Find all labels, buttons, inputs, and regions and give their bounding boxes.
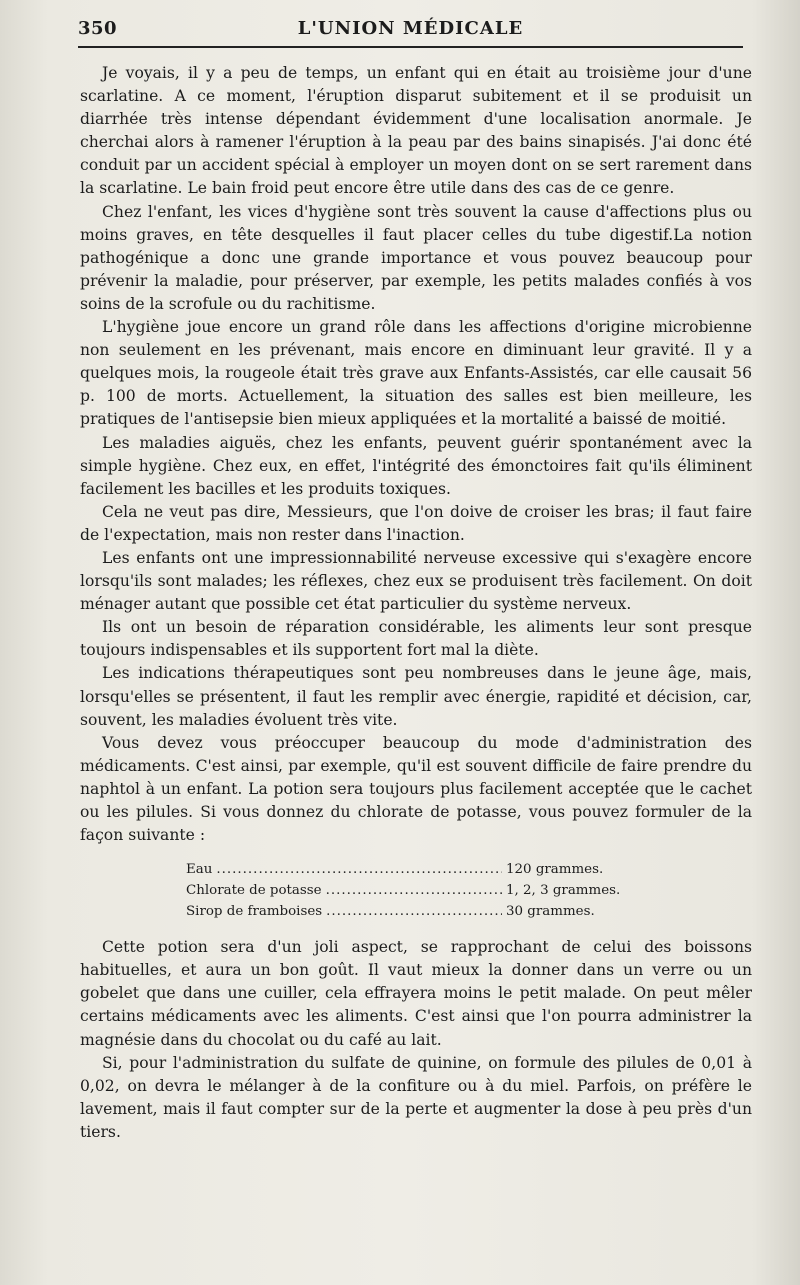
page-body (80, 62, 752, 1144)
formula-ingredient: Chlorate de potasse (186, 883, 322, 899)
formula-quantity: 120 grammes. (506, 862, 604, 878)
formula-quantity: 1, 2, 3 grammes. (506, 883, 621, 899)
header-rule (78, 46, 743, 48)
formula-row (186, 901, 656, 922)
dot-leader (326, 880, 502, 901)
prescription-formula (186, 859, 656, 922)
paragraph: Si, pour l'administration du sulfate de quinine, on formule des pilules de 0,01 à 0,02, on devra le mélanger à de la confiture ou à du miel. Parfois, on préfère le lavement, mais il faut compter sur de la perte et augmenter la dose à peu près d'un tiers. (80, 1053, 752, 1141)
formula-ingredient: Eau (186, 862, 213, 878)
page-header (78, 14, 743, 44)
paragraph: Les indications thérapeutiques sont peu nombreuses dans le jeune âge, mais, lorsqu'elles se présentent, il faut les remplir avec énergie, rapidité et décision, car, souvent, les maladies évoluent très vite. (80, 664, 752, 729)
paragraph: Les maladies aiguës, chez les enfants, peuvent guérir spontanément avec la simple hygiène. Chez eux, en effet, l'intégrité des émonctoires fait qu'ils éliminent facilement les bacilles et les produits toxiques. (80, 433, 752, 498)
paragraph: Je voyais, il y a peu de temps, un enfant qui en était au troisième jour d'une scarlatine. A ce moment, l'éruption disparut subitement et il se produisit un diarrhée très intense dépendant évidemment d'une localisation anormale. Je cherchai alors à ramener l'éruption à la peau par des bains sinapisés. J'ai donc été conduit par un accident spécial à employer un moyen dont on se sert rarement dans la scarlatine. Le bain froid peut encore être utile dans des cas de ce genre. (80, 64, 752, 198)
page-number: 350 (78, 18, 118, 39)
paragraph: Ils ont un besoin de réparation considérable, les aliments leur sont presque toujours indispensables et ils supportent fort mal la diète. (80, 618, 752, 660)
paragraph: L'hygiène joue encore un grand rôle dans les affections d'origine microbienne non seulement en les prévenant, mais encore en diminuant leur gravité. Il y a quelques mois, la rougeole était très grave aux Enfants-Assistés, car elle causait 56 p. 100 de morts. Actuellement, la situation des salles est bien meilleure, les pratiques de l'antisepsie bien mieux appliquées et la mortalité a baissé de moitié. (80, 318, 752, 429)
formula-row (186, 880, 656, 901)
paragraph: Cette potion sera d'un joli aspect, se rapprochant de celui des boissons habituelles, et aura un bon goût. Il vaut mieux la donner dans un verre ou un gobelet que dans une cuiller, cela effrayera moins le petit malade. On peut mêler certains médicaments avec les aliments. C'est ainsi que l'on pourra administrer la magnésie dans du chocolat ou du café au lait. (80, 938, 752, 1049)
paragraph: Chez l'enfant, les vices d'hygiène sont très souvent la cause d'affections plus ou moins graves, en tête desquelles il faut placer celles du tube digestif.La notion pathogénique a donc une grande importance et vous pouvez beaucoup pour prévenir la maladie, pour préserver, par exemple, les petits malades confiés à vos soins de la scrofule ou du rachitisme. (80, 202, 752, 313)
running-title: L'UNION MÉDICALE (297, 18, 524, 39)
paragraph: Vous devez vous préoccuper beaucoup du mode d'administration des médicaments. C'est ainsi, par exemple, qu'il est souvent difficile de faire prendre du naphtol à un enfant. La potion sera toujours plus facilement acceptée que le cachet ou les pilules. Si vous donnez du chlorate de potasse, vous pouvez formuler de la façon suivante : (80, 733, 752, 845)
dot-leader (326, 901, 502, 922)
dot-leader (216, 859, 502, 880)
formula-ingredient: Sirop de framboises (186, 904, 323, 920)
formula-quantity: 30 grammes. (506, 904, 595, 920)
formula-row (186, 859, 656, 880)
paragraph: Cela ne veut pas dire, Messieurs, que l'on doive de croiser les bras; il faut faire de l'expectation, mais non rester dans l'inaction. (80, 502, 752, 544)
paragraph: Les enfants ont une impressionnabilité nerveuse excessive qui s'exagère encore lorsqu'ils sont malades; les réflexes, chez eux se produisent très facilement. On doit ménager autant que possible cet état particulier du système nerveux. (80, 548, 752, 614)
